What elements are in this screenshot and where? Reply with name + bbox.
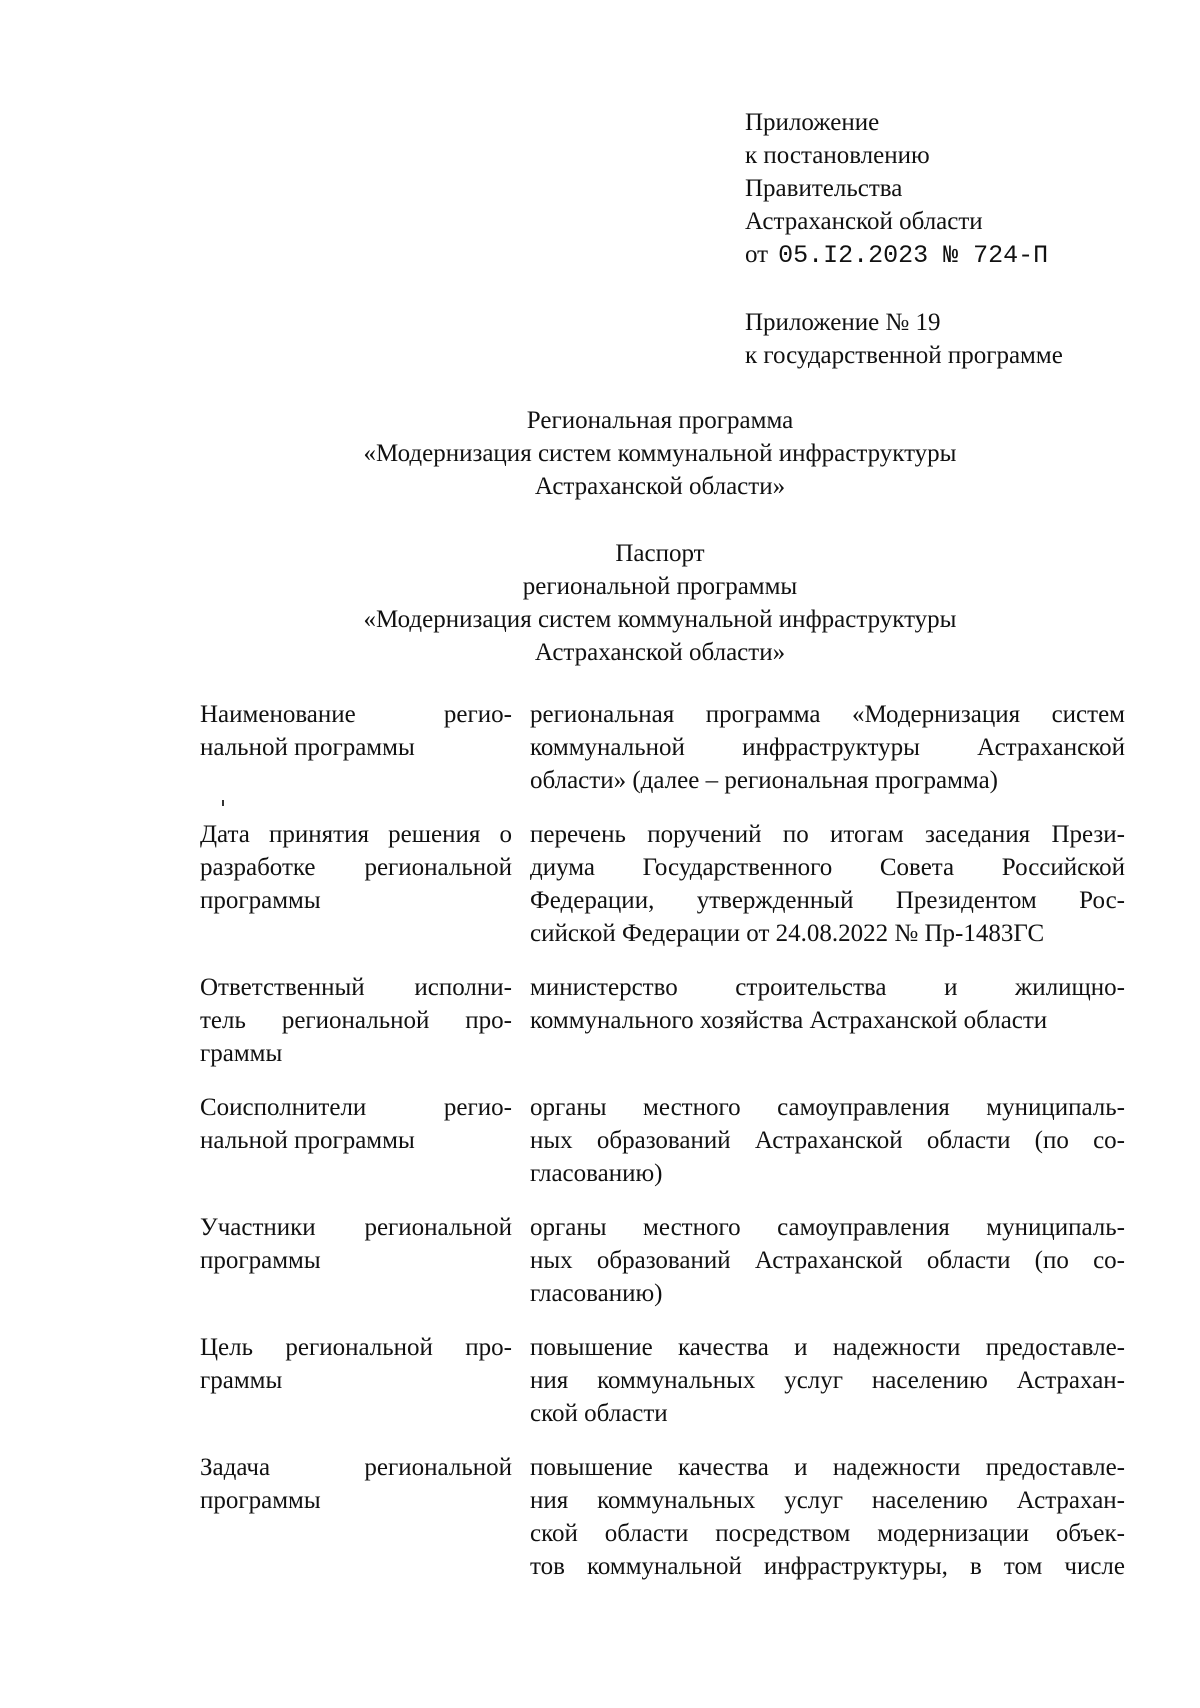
table-row	[200, 818, 1125, 950]
label-line: Задача региональной	[200, 1454, 512, 1481]
row-label	[200, 1091, 512, 1190]
value-line: ской области	[530, 1400, 668, 1427]
row-value	[530, 1091, 1125, 1190]
label-line: Наименование регио-	[200, 701, 512, 728]
value-line: региональная программа «Модернизация систем	[530, 701, 1125, 728]
value-line: области» (далее – региональная программа)	[530, 767, 998, 794]
appendix-line: Правительства	[745, 175, 903, 202]
row-label	[200, 1331, 512, 1430]
label-line: граммы	[200, 1040, 283, 1067]
row-label	[200, 1211, 512, 1310]
value-line: тов коммунальной инфраструктуры, в том числе	[530, 1553, 1125, 1580]
passport-table	[200, 698, 1125, 1604]
value-line: органы местного самоуправления муниципаль-	[530, 1214, 1125, 1241]
row-value	[530, 1211, 1125, 1310]
label-line: тель региональной про-	[200, 1007, 512, 1034]
label-line: Ответственный исполни-	[200, 974, 512, 1001]
row-value	[530, 971, 1125, 1070]
value-line: повышение качества и надежности предоставле-	[530, 1334, 1125, 1361]
appendix-19-header	[745, 306, 1165, 372]
label-line: разработке региональной	[200, 854, 512, 881]
label-line: программы	[200, 887, 321, 914]
table-row	[200, 971, 1125, 1070]
appendix-line: Приложение	[745, 109, 880, 136]
value-line: перечень поручений по итогам заседания Прези-	[530, 821, 1125, 848]
value-line: повышение качества и надежности предоставле-	[530, 1454, 1125, 1481]
decree-date-number-stamp: 05.I2.2023 № 724-П	[778, 241, 1049, 270]
label-line: программы	[200, 1487, 321, 1514]
scan-artifact-mark	[222, 800, 224, 806]
label-line: программы	[200, 1247, 321, 1274]
value-line: гласованию)	[530, 1280, 663, 1307]
decree-prefix: от	[745, 241, 769, 268]
passport-line: Паспорт	[615, 540, 705, 567]
value-line: Федерации, утвержденный Президентом Рос-	[530, 887, 1125, 914]
label-line: Дата принятия решения о	[200, 821, 512, 848]
value-line: гласованию)	[530, 1160, 663, 1187]
value-line: ской области посредством модернизации объек-	[530, 1520, 1125, 1547]
row-value	[530, 1451, 1125, 1583]
value-line: министерство строительства и жилищно-	[530, 974, 1125, 1001]
value-line: ния коммунальных услуг населению Астрахан-	[530, 1367, 1125, 1394]
value-line: органы местного самоуправления муниципаль-	[530, 1094, 1125, 1121]
table-row	[200, 1451, 1125, 1583]
label-line: граммы	[200, 1367, 283, 1394]
program-title	[200, 404, 1120, 503]
value-line: ния коммунальных услуг населению Астрахан-	[530, 1487, 1125, 1514]
row-value	[530, 1331, 1125, 1430]
title-line: «Модернизация систем коммунальной инфраструктуры	[363, 440, 957, 467]
label-line: Цель региональной про-	[200, 1334, 512, 1361]
title-line: Региональная программа	[526, 407, 794, 434]
label-line: Участники региональной	[200, 1214, 512, 1241]
value-line: ных образований Астраханской области (по со-	[530, 1127, 1125, 1154]
row-value	[530, 698, 1125, 797]
passport-line: «Модернизация систем коммунальной инфраструктуры	[363, 606, 957, 633]
row-label	[200, 818, 512, 950]
appendix-line: к постановлению	[745, 142, 930, 169]
label-line: Соисполнители регио-	[200, 1094, 512, 1121]
table-row	[200, 1091, 1125, 1190]
decree-reference	[745, 238, 1165, 272]
row-label	[200, 971, 512, 1070]
value-line: коммунального хозяйства Астраханской области	[530, 1007, 1048, 1034]
value-line: сийской Федерации от 24.08.2022 № Пр-1483ГС	[530, 920, 1045, 947]
row-label	[200, 698, 512, 797]
value-line: диума Государственного Совета Российской	[530, 854, 1125, 881]
title-line: Астраханской области»	[534, 473, 786, 500]
passport-line: региональной программы	[522, 573, 798, 600]
appendix19-line: Приложение № 19	[745, 309, 941, 336]
label-line: нальной программы	[200, 734, 415, 761]
value-line: ных образований Астраханской области (по со-	[530, 1247, 1125, 1274]
label-line: нальной программы	[200, 1127, 415, 1154]
appendix-header	[745, 106, 1165, 272]
passport-line: Астраханской области»	[534, 639, 786, 666]
appendix-line: Астраханской области	[745, 208, 983, 235]
appendix19-line: к государственной программе	[745, 342, 1063, 369]
row-label	[200, 1451, 512, 1583]
table-row	[200, 698, 1125, 797]
passport-heading	[200, 537, 1120, 669]
table-row	[200, 1211, 1125, 1310]
value-line: коммунальной инфраструктуры Астраханской	[530, 734, 1125, 761]
row-value	[530, 818, 1125, 950]
table-row	[200, 1331, 1125, 1430]
